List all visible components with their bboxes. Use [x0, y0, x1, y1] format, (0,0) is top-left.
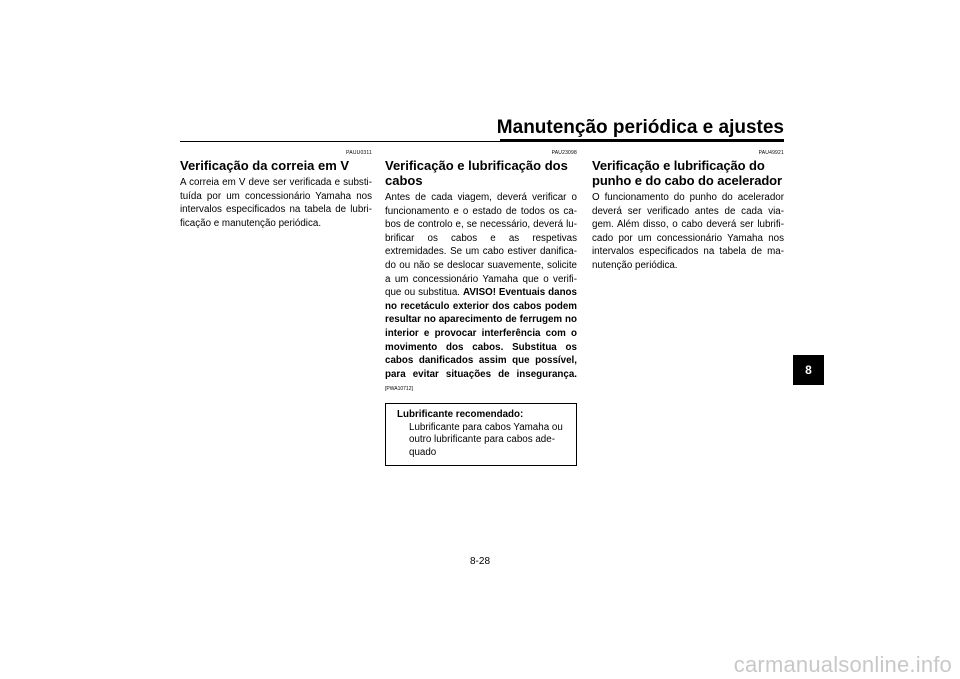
section-cables — [385, 150, 577, 466]
section-code: PAU49921 — [758, 150, 784, 156]
body-text: Antes de cada viagem, deverá verificar o funcionamento e o estado de todos os cabos de controlo e, se necessário, deverá lubrificar os cabos e as respetivas extremidades. Se um cabo estiver danificado ou não se deslocar suavemente, solicite a um concessionário Yamaha que o verifique ou substitua. — [385, 192, 577, 299]
watermark: carmanualsonline.info — [733, 652, 952, 677]
lubricant-text: Lubrificante para cabos Yamaha ou outro lubrificante para cabos adequado — [409, 421, 563, 458]
section-code: PAU23098 — [551, 150, 577, 156]
section-code: PAUU0311 — [346, 150, 372, 156]
lubricant-title: Lubrificante recomendado: — [397, 408, 524, 420]
page-header-title: Manutenção periódica e ajustes — [496, 117, 784, 138]
section-body: O funcionamento do punho do acelerador deverá ser verificado antes de cada viagem. Além disso, o cabo deverá ser lubrificado por um concessionário Yamaha nos intervalos especificados na tabela de manutenção periódica. — [592, 192, 784, 271]
section-body: A correia em V deve ser verificada e substituída por um concessionário Yamaha nos intervalos especificados na tabela de lubrificação e manutenção periódica. — [180, 177, 372, 229]
header-rule-accent — [500, 139, 784, 142]
section-body — [385, 191, 577, 397]
section-v-belt — [180, 150, 372, 230]
section-title: Verificação e lubrificação do punho e do cabo do acelerador — [592, 158, 782, 188]
section-title: Verificação e lubrificação dos cabos — [385, 158, 568, 188]
chapter-tab: 8 — [793, 355, 824, 385]
warning-code: [PWA10712] — [385, 386, 413, 393]
page-number: 8-28 — [469, 556, 490, 567]
section-title: Verificação da correia em V — [180, 158, 350, 173]
lubricant-box — [385, 403, 577, 466]
section-throttle — [592, 150, 784, 273]
warning-notice: AVISO! Eventuais danos no recetáculo exterior dos cabos podem resultar no aparecimento de ferrugem no interior e provocar interferência com o movimento dos cabos. Substitua os cabos danificados assim que possível, para evitar situações de insegurança. — [385, 287, 577, 380]
